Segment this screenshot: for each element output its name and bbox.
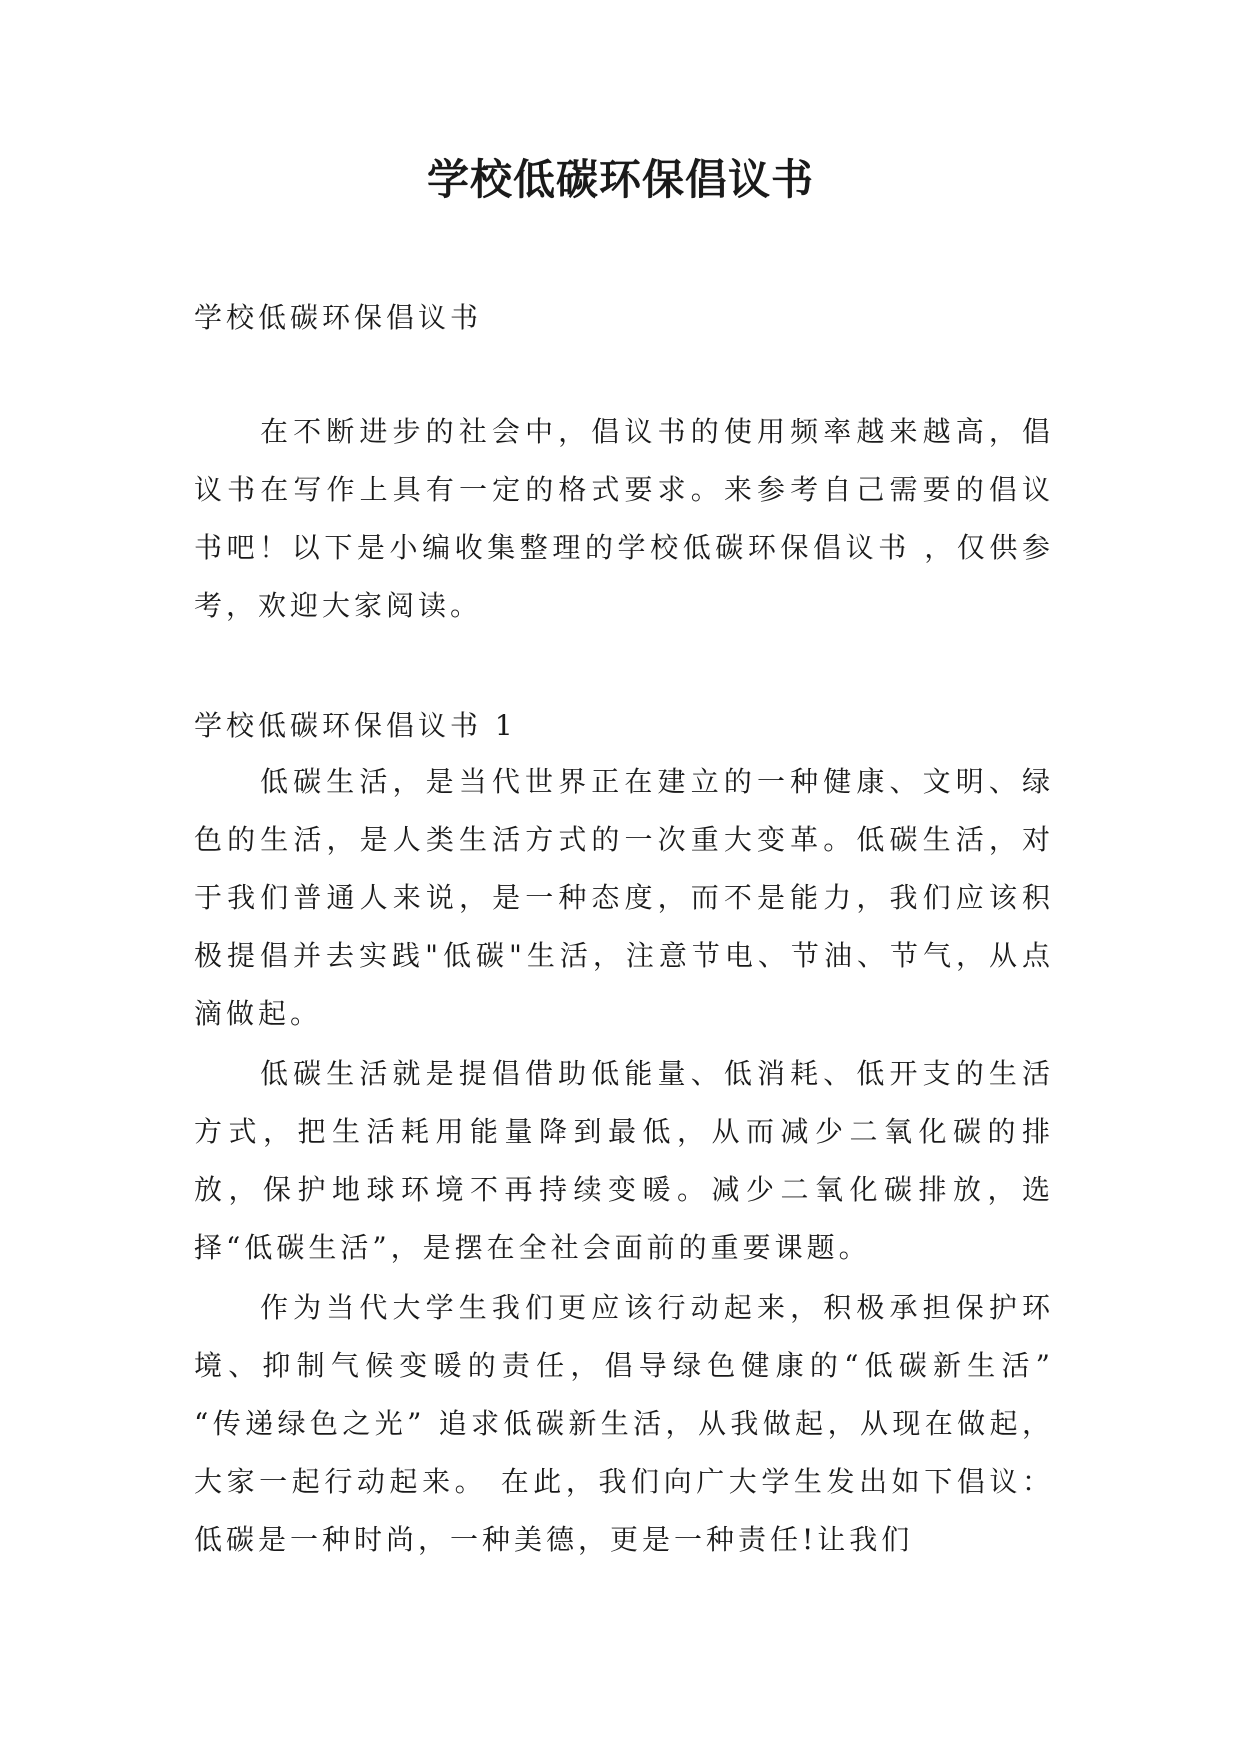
body-paragraph: 作为当代大学生我们更应该行动起来，积极承担保护环境、抑制气候变暖的责任，倡导绿色健康的“低碳新生活” “传递绿色之光” 追求低碳新生活，从我做起，从现在做起，大家一起行动起来。 在此，我们向广大学生发出如下倡议：低碳是一种时尚，一种美德，更是一种责任!让我们	[194, 1291, 1054, 1556]
intro-paragraph: 在不断进步的社会中，倡议书的使用频率越来越高，倡议书在写作上具有一定的格式要求。来参考自己需要的倡议书吧！以下是小编收集整理的学校低碳环保倡议书 ，仅供参考，欢迎大家阅读。	[194, 415, 1054, 622]
document-title: 学校低碳环保倡议书	[426, 155, 814, 204]
body-paragraph: 低碳生活，是当代世界正在建立的一种健康、文明、绿色的生活，是人类生活方式的一次重大变革。低碳生活，对于我们普通人来说，是一种态度，而不是能力，我们应该积极提倡并去实践"低碳"生活，注意节电、节油、节气，从点滴做起。	[194, 765, 1054, 1030]
document-subtitle: 学校低碳环保倡议书	[194, 301, 483, 334]
body-paragraph: 低碳生活就是提倡借助低能量、低消耗、低开支的生活方式，把生活耗用能量降到最低，从而减少二氧化碳的排放，保护地球环境不再持续变暖。减少二氧化碳排放，选择“低碳生活”，是摆在全社会面前的重要课题。	[194, 1057, 1054, 1264]
section-heading: 学校低碳环保倡议书 1	[194, 709, 517, 742]
